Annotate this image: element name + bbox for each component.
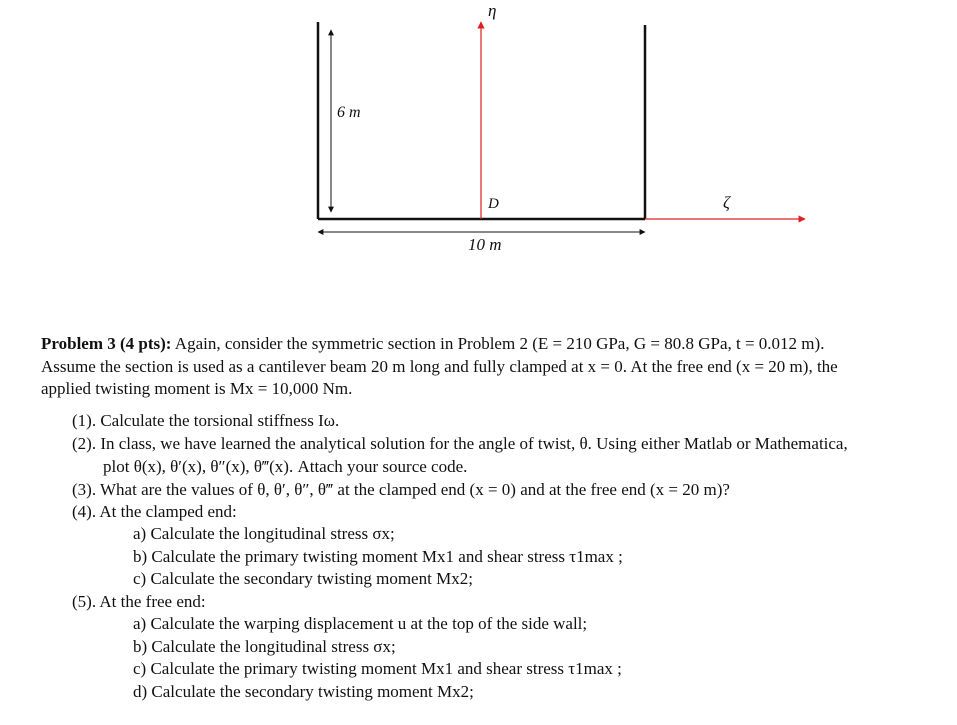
item-2: (2). In class, we have learned the analytical solution for the angle of twist, θ. Using either Matlab or Mathematica, <box>72 434 848 453</box>
d-label: D <box>488 196 499 212</box>
clamped-b: b) Calculate the primary twisting moment Mx1 and shear stress τ1max ; <box>133 547 623 566</box>
free-a: a) Calculate the warping displacement u at the top of the side wall; <box>133 614 588 633</box>
height-label: 6 m <box>337 104 361 121</box>
item-4: (4). At the clamped end: <box>72 502 237 521</box>
problem-line-1 <box>41 333 824 355</box>
problem-title: Problem 3 (4 pts): <box>41 334 172 353</box>
clamped-c: c) Calculate the secondary twisting moment Mx2; <box>133 569 473 588</box>
item-3: (3). What are the values of θ, θ′, θ″, θ‴ at the clamped end (x = 0) and at the free end (x = 20 m)? <box>72 480 730 499</box>
free-d: d) Calculate the secondary twisting moment Mx2; <box>133 682 474 701</box>
problem-line-2: Assume the section is used as a cantilever beam 20 m long and fully clamped at x = 0. At the free end (x = 20 m), the <box>41 357 838 376</box>
problem-line-3: applied twisting moment is Mx = 10,000 Nm. <box>41 379 353 398</box>
free-c: c) Calculate the primary twisting moment Mx1 and shear stress τ1max ; <box>133 659 622 678</box>
item-5: (5). At the free end: <box>72 592 206 611</box>
item-1: (1). Calculate the torsional stiffness Iω. <box>72 411 340 430</box>
free-b: b) Calculate the longitudinal stress σx; <box>133 637 396 656</box>
item-2-cont: plot θ(x), θ′(x), θ″(x), θ‴(x). Attach your source code. <box>103 457 468 476</box>
width-label: 10 m <box>468 235 502 254</box>
problem-line-1-text: Again, consider the symmetric section in Problem 2 (E = 210 GPa, G = 80.8 GPa, t = 0.012 m). <box>174 334 825 353</box>
clamped-a: a) Calculate the longitudinal stress σx; <box>133 524 395 543</box>
zeta-label: ζ <box>723 193 730 212</box>
eta-label: η <box>488 1 497 20</box>
cross-section-diagram <box>0 0 957 270</box>
